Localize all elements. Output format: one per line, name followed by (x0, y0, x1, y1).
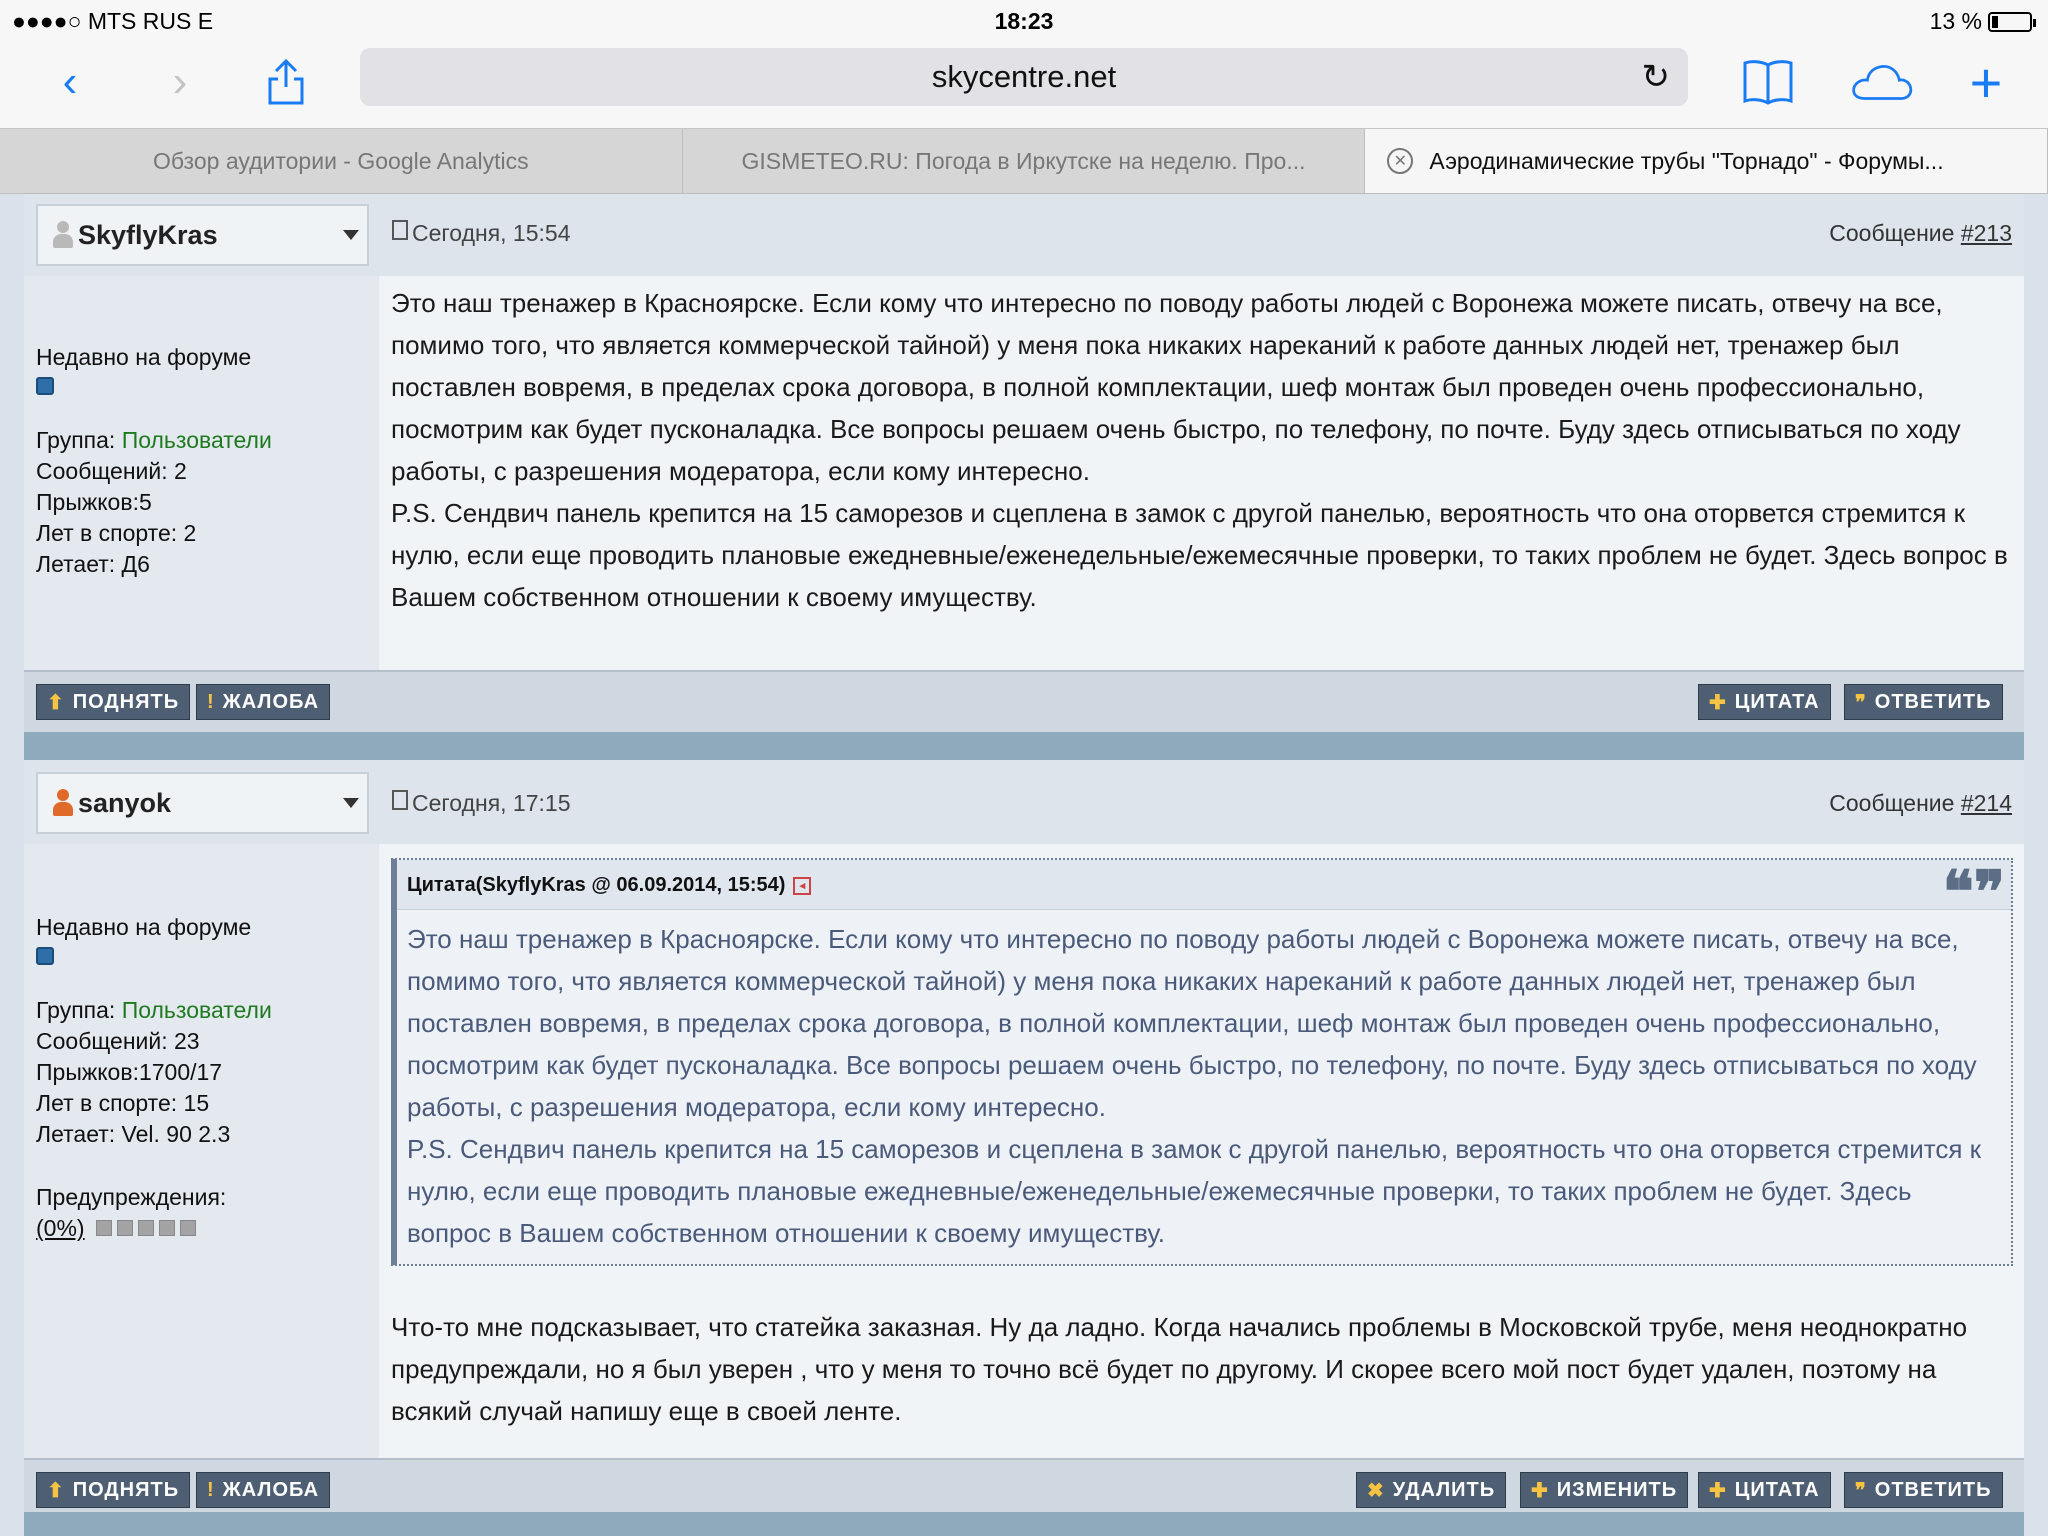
quote-icon: ❞ (1855, 691, 1867, 714)
status-bar (0, 0, 2048, 42)
rank-icon (36, 947, 54, 965)
exclamation-icon: ! (207, 690, 215, 713)
quote-button[interactable]: ✚ ЦИТАТА (1698, 1472, 1831, 1508)
post-link[interactable]: #214 (1960, 790, 2012, 816)
new-tab-button[interactable] (1954, 50, 2018, 114)
user-stat: Прыжков:5 (36, 489, 152, 515)
reply-button[interactable]: ❞ ОТВЕТИТЬ (1844, 1472, 2003, 1508)
url-text: skycentre.net (931, 59, 1117, 94)
reply-button[interactable]: ❞ ОТВЕТИТЬ (1844, 684, 2003, 720)
user-stat: Прыжков:1700/17 (36, 1059, 223, 1085)
user-stat: Лет в спорте: 2 (36, 520, 197, 546)
post-header (24, 194, 2024, 276)
user-stat: Сообщений: 2 (36, 458, 187, 484)
plus-icon: ✚ (1531, 1479, 1549, 1502)
forum-post (24, 194, 2024, 754)
post-actions (24, 670, 2024, 732)
post-number: Сообщение #213 (1829, 220, 2012, 246)
user-status: Недавно на форуме (36, 914, 252, 940)
chevron-right-icon: › (172, 57, 188, 106)
battery-icon (1988, 12, 2032, 32)
exclamation-icon: ! (207, 1478, 215, 1501)
plus-icon: ✚ (1709, 1479, 1727, 1502)
edit-button[interactable]: ✚ ИЗМЕНИТЬ (1520, 1472, 1688, 1508)
address-bar[interactable] (360, 48, 1688, 106)
battery-percent: 13 % (1929, 8, 1982, 34)
user-info-panel (24, 844, 379, 1458)
share-icon (264, 57, 308, 107)
arrow-up-icon: ⬆ (47, 691, 65, 714)
close-icon: ✖ (1367, 1479, 1385, 1502)
chevron-down-icon (343, 230, 359, 240)
report-button[interactable]: ! ЖАЛОБА (196, 1472, 330, 1508)
post-actions (24, 1458, 2024, 1520)
quote-header: Цитата(SkyflyKras @ 06.09.2014, 15:54) ◂ ❝❞ (397, 860, 2011, 910)
delete-button[interactable]: ✖ УДАЛИТЬ (1356, 1472, 1506, 1508)
browser-toolbar (0, 42, 2048, 128)
jump-to-post-icon[interactable]: ◂ (793, 877, 811, 895)
report-button[interactable]: ! ЖАЛОБА (196, 684, 330, 720)
battery-indicator (1930, 8, 2032, 35)
document-icon (392, 220, 408, 240)
user-stat: Сообщений: 23 (36, 1028, 200, 1054)
tab-bar (0, 128, 2048, 194)
reload-icon[interactable]: ↻ (1641, 58, 1670, 96)
rank-icon (36, 377, 54, 395)
carrier-label: ●●●●○ MTS RUS E (12, 8, 214, 34)
tab-google-analytics[interactable]: Обзор аудитории - Google Analytics (0, 129, 683, 193)
tab-gismeteo[interactable]: GISMETEO.RU: Погода в Иркутске на неделю. Про... (683, 129, 1366, 193)
close-tab-icon[interactable]: ✕ (1387, 148, 1413, 174)
post-link[interactable]: #213 (1960, 220, 2012, 246)
forum-page (24, 194, 2024, 1536)
user-stat: Летает: Vel. 90 2.3 (36, 1121, 231, 1147)
plus-icon: ✚ (1709, 691, 1727, 714)
back-button[interactable] (38, 54, 102, 110)
cloud-icon (1850, 60, 1914, 104)
post-body (379, 276, 2024, 670)
warnings-meter (36, 1213, 272, 1244)
arrow-up-icon: ⬆ (47, 1479, 65, 1502)
quote-text: Это наш тренажер в Красноярске. Если кому что интересно по поводу работы людей с Воронежа можете писать, отвечу на все, помимо того, что является коммерческой тайной) у меня пока никаких нареканий к работе данных людей нет, тренажер был поставлен вовремя, в пределах срока договора, в полной комплектации, шеф монтаж был проведен очень профессионально, посмотрим как будет пусконаладка. Все вопросы решаем очень быстро, по телефону, по почте. Буду здесь отписываться по ходу работы, с разрешения модератора, если кому интересно. P.S. Сендвич панель крепится на 15 саморезов и сцеплена в замок с другой панелью, вероятность что она оторвется стремится к нулю, если еще проводить плановые ежедневные/еженедельные/ежемесячные проверки, то таких проблем не будет. Здесь вопрос в Вашем собственном отношении к своему имуществу. (407, 924, 1982, 1248)
user-stat: Лет в спорте: 15 (36, 1090, 210, 1116)
warnings-label: Предупреждения: (36, 1184, 227, 1210)
book-icon (1741, 59, 1795, 105)
quote-marks-icon: ❝❞ (1942, 858, 2005, 926)
tab-tornado-forum[interactable]: ✕ Аэродинамические трубы "Торнадо" - Форумы... (1365, 129, 2048, 193)
warnings-value[interactable]: (0%) (36, 1215, 85, 1241)
post-text: Это наш тренажер в Красноярске. Если кому что интересно по поводу работы людей с Воронежа можете писать, отвечу на все, помимо того, что является коммерческой тайной) у меня пока никаких нареканий к работе данных людей нет, тренажер был поставлен вовремя, в пределах срока договора, в полной комплектации, шеф монтаж был проведен очень профессионально, посмотрим как будет пусконаладка. Все вопросы решаем очень быстро, по телефону, по почте. Буду здесь отписываться по ходу работы, с разрешения модератора, если кому интересно. P.S. Сендвич панель крепится на 15 саморезов и сцеплена в замок с другой панелью, вероятность что она оторвется стремится к нулю, если еще проводить плановые ежедневные/еженедельные/ежемесячные проверки, то таких проблем не будет. Здесь вопрос в Вашем собственном отношении к своему имуществу. (391, 288, 2008, 612)
group-link[interactable]: Пользователи (121, 427, 272, 453)
post-body (379, 844, 2024, 1458)
user-status: Недавно на форуме (36, 344, 252, 370)
forum-post (24, 760, 2024, 1536)
user-info-panel (24, 276, 379, 670)
cloud-tabs-button[interactable] (1850, 54, 1914, 110)
quote-block (391, 858, 2013, 1266)
raise-button[interactable]: ⬆ ПОДНЯТЬ (36, 1472, 190, 1508)
user-icon (52, 789, 74, 817)
post-time: Сегодня, 17:15 (392, 790, 570, 817)
quote-button[interactable]: ✚ ЦИТАТА (1698, 684, 1831, 720)
group-link[interactable]: Пользователи (121, 997, 272, 1023)
document-icon (392, 790, 408, 810)
raise-button[interactable]: ⬆ ПОДНЯТЬ (36, 684, 190, 720)
quote-icon: ❞ (1855, 1479, 1867, 1502)
username-dropdown[interactable]: sanyok (36, 772, 369, 834)
post-separator (24, 732, 2024, 760)
plus-icon: + (1969, 50, 2003, 114)
post-number: Сообщение #214 (1829, 790, 2012, 816)
forward-button[interactable] (148, 54, 212, 110)
user-stat: Летает: Д6 (36, 551, 150, 577)
post-separator (24, 1512, 2024, 1536)
user-group: Группа: Пользователи (36, 427, 272, 453)
share-button[interactable] (254, 54, 318, 110)
username-dropdown[interactable]: SkyflyKras (36, 204, 369, 266)
post-time: Сегодня, 15:54 (392, 220, 570, 247)
bookmarks-button[interactable] (1736, 54, 1800, 110)
chevron-left-icon: ‹ (62, 57, 78, 106)
user-group: Группа: Пользователи (36, 997, 272, 1023)
user-icon (52, 221, 74, 249)
post-text: Что-то мне подсказывает, что статейка заказная. Ну да ладно. Когда начались проблемы в Московской трубе, меня неоднократно предупреждали, но я был уверен , что у меня то точно всё будет по другому. И скорее всего мой пост будет удален, поэтому на всякий случай напишу еще в своей ленте. (391, 1312, 1968, 1426)
post-header (24, 760, 2024, 844)
chevron-down-icon (343, 798, 359, 808)
clock: 18:23 (994, 8, 1054, 34)
